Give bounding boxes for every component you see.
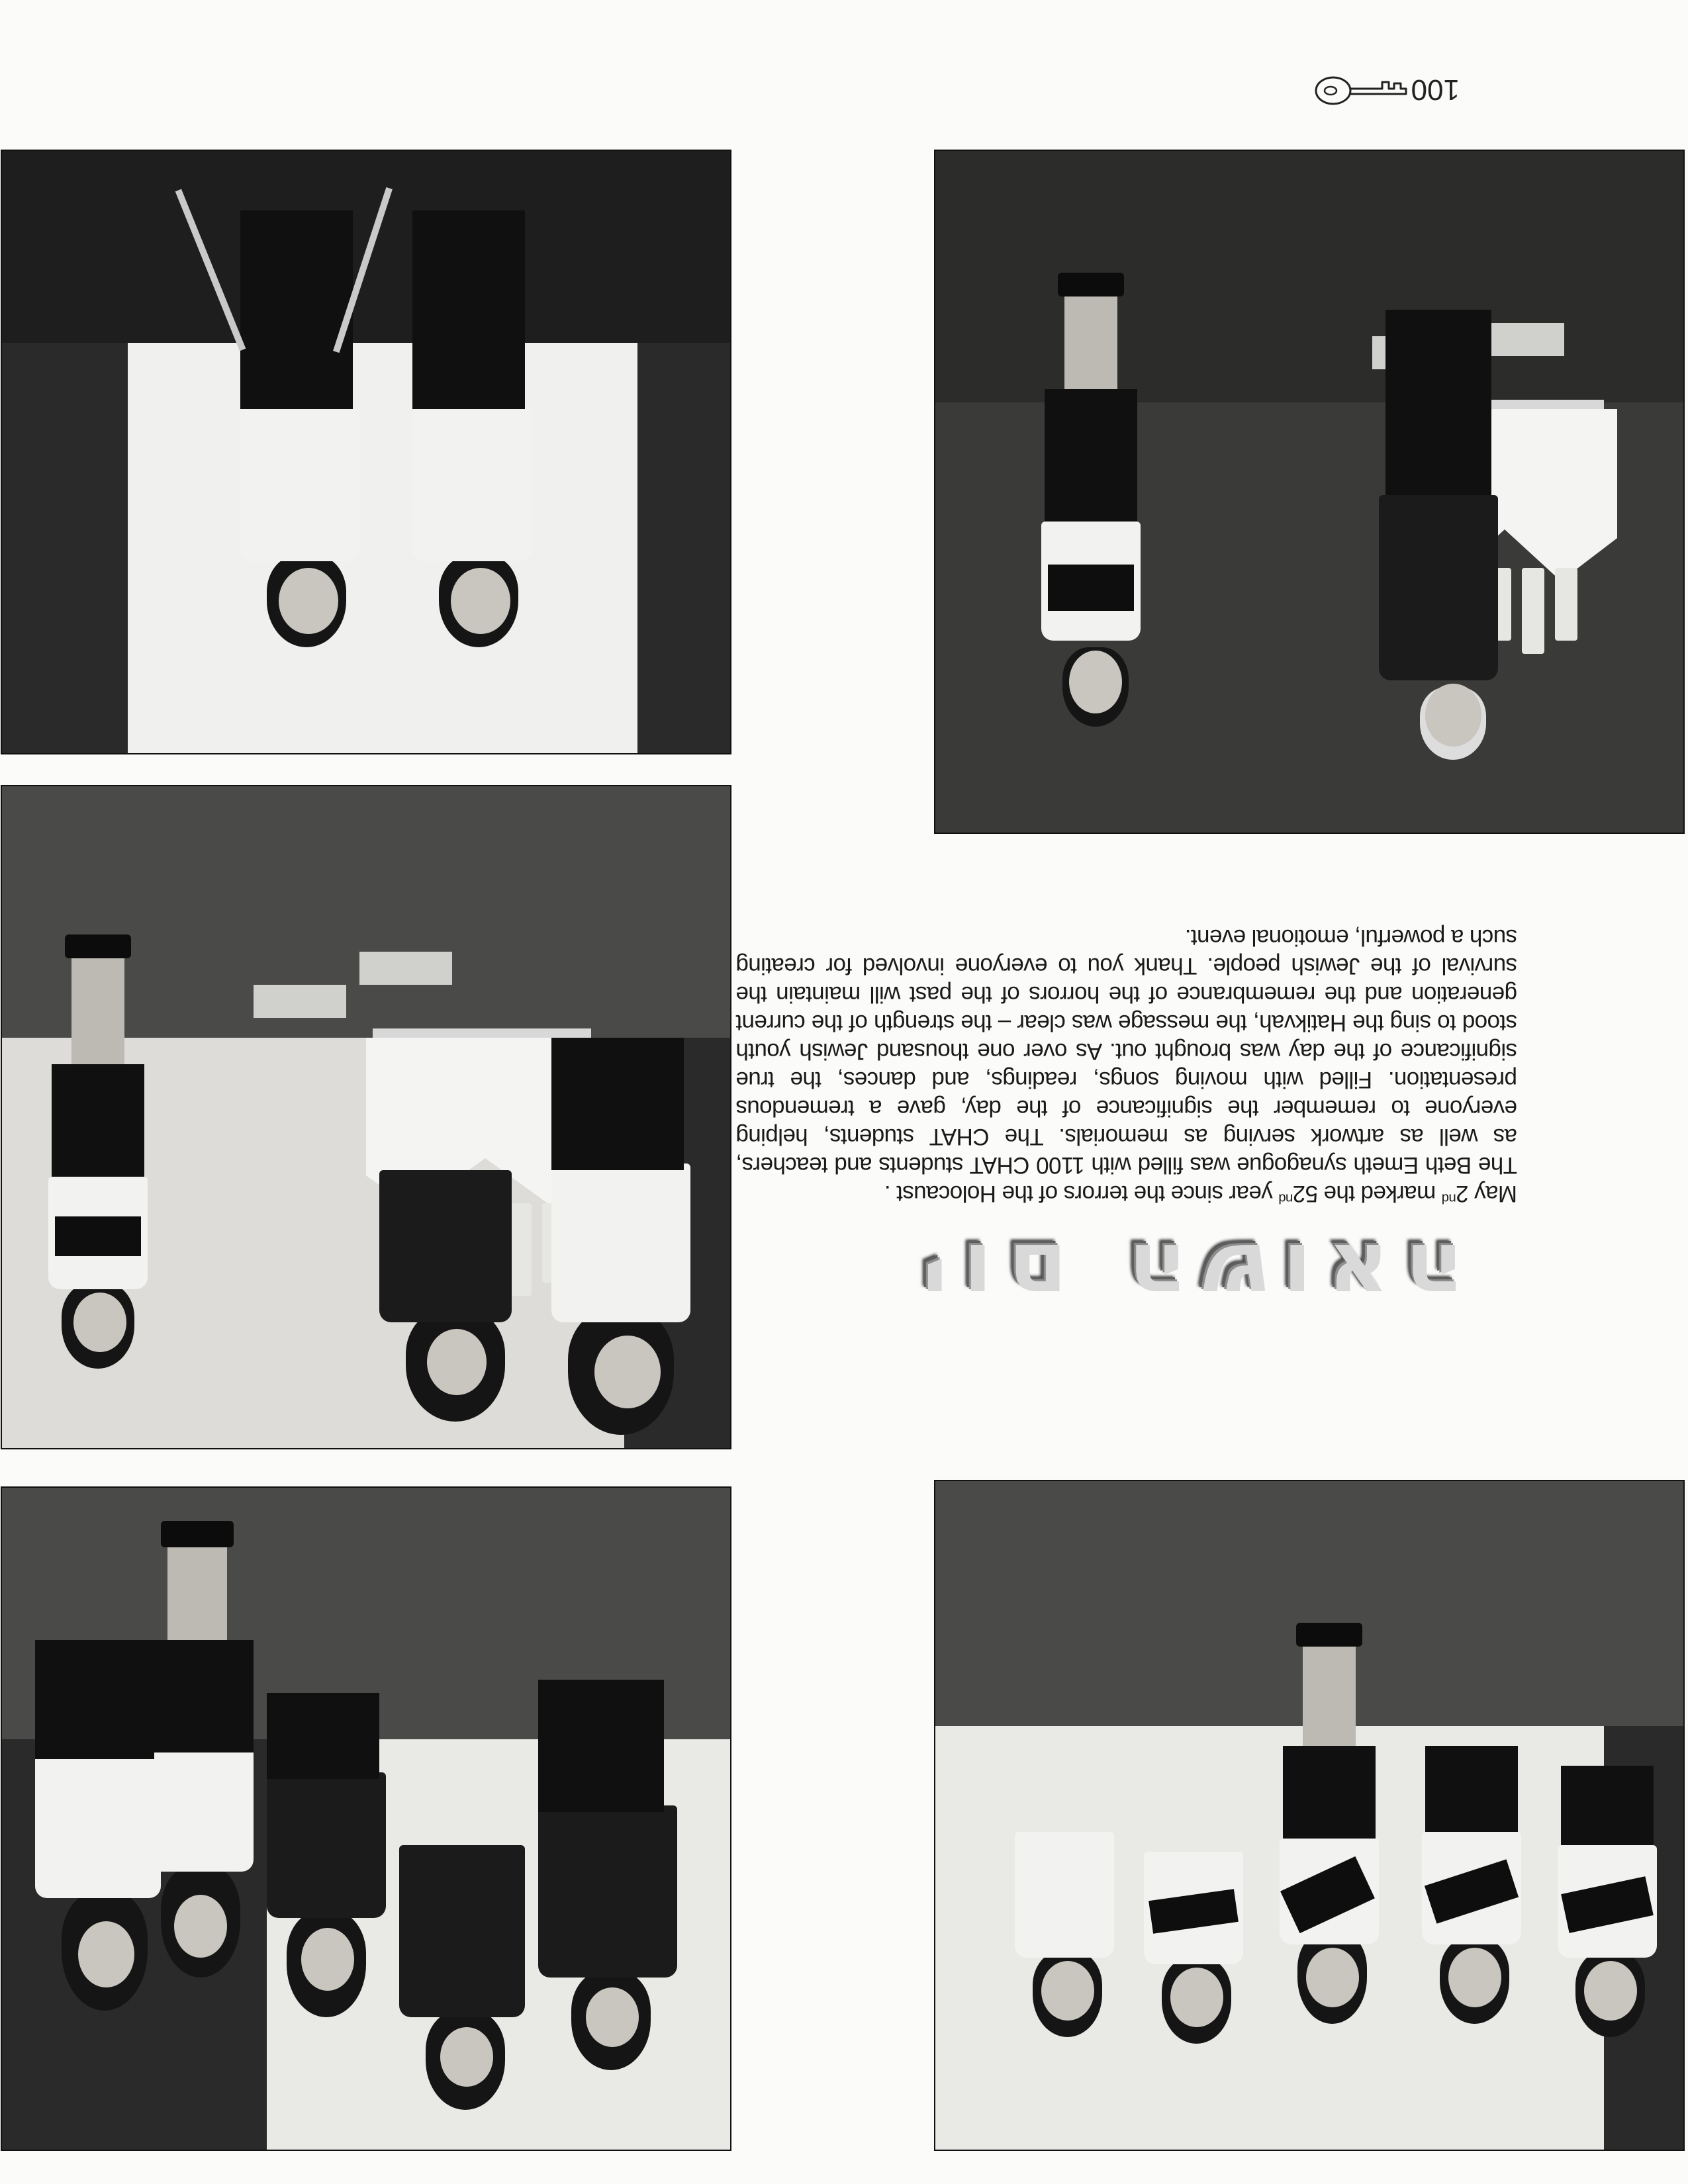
page-number: 100 [1411,73,1460,106]
page-heading: יום השואה [906,1224,1464,1324]
article-body [736,923,1517,1208]
date-suffix: nd [1442,1191,1456,1206]
date-text: May 2 [1456,1181,1517,1206]
article-date-line [736,1179,1517,1208]
photo-microphone-speakers [1,150,731,754]
photo-memorial-table [934,150,1685,834]
photo-candle-lighting [1,785,731,1449]
date-line-end: year since the terrors of the Holocaust . [884,1181,1279,1206]
key-icon [1312,68,1411,114]
photo-dancers [1,1486,731,2151]
photo-readers [934,1480,1685,2151]
anniversary-suffix: nd [1278,1191,1293,1206]
article-paragraph: The Beth Emeth synagogue was filled with 1100 CHAT students and teachers, as well as artwork serving as memorials. The CHAT students, helping everyone to remember the significance of the day, gave a tremendous presentation. Filled with moving songs, readings, and dances, the true significance of the day was brought out. As over one thousand Jewish youth stood to sing the Hatikvah, the message was clear – the strength of the current generation and the remembrance of the horrors of the past will maintain the survival of the Jewish people. Thank you to everyone involved for creating such a powerful, emotional event. [736,925,1517,1178]
anniversary-text: marked the 52 [1293,1181,1442,1206]
